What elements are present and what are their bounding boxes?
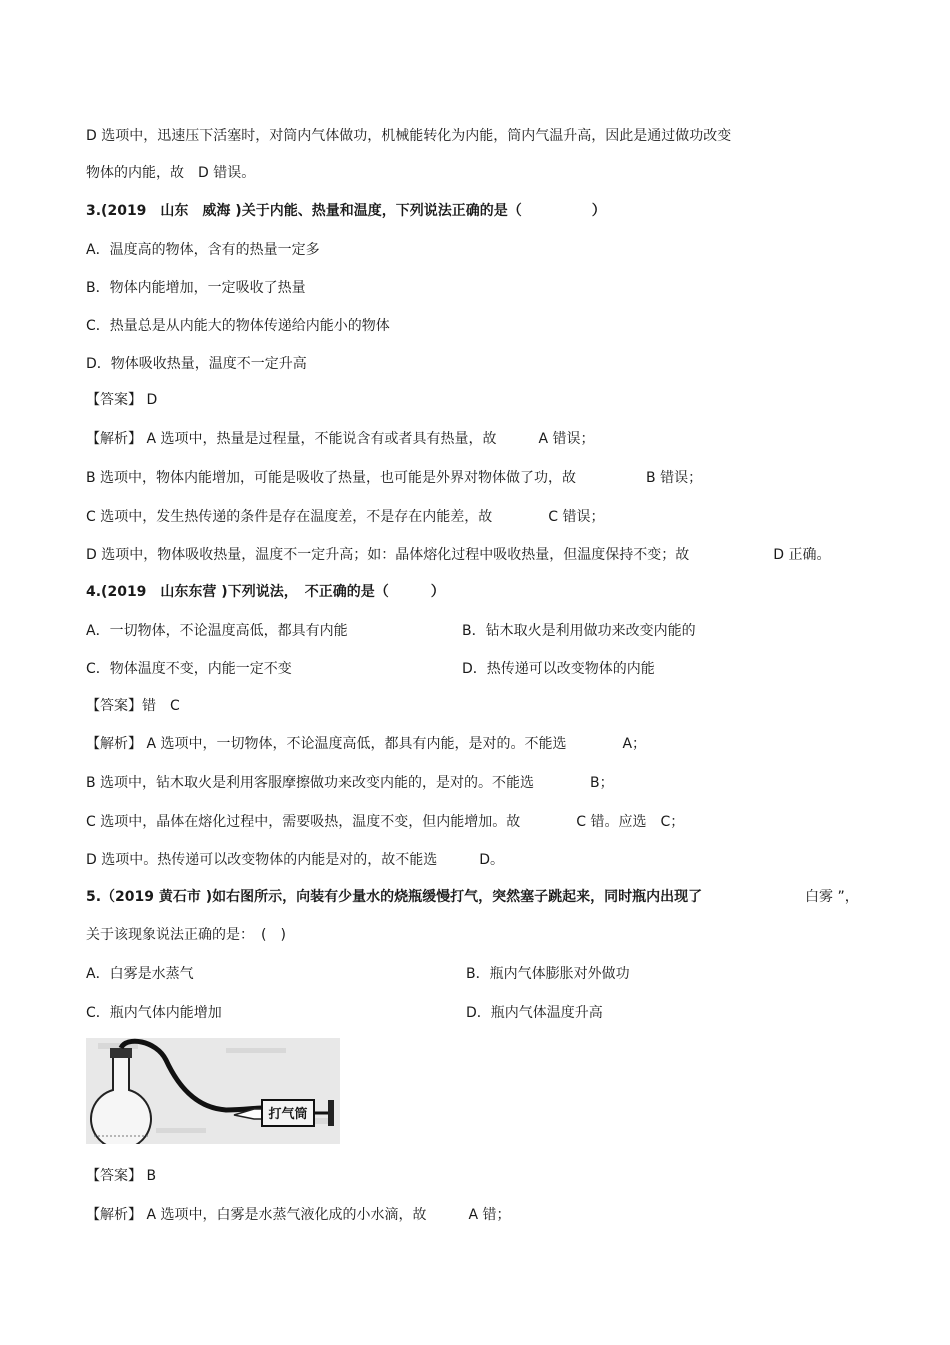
question-3-answer: 【答案】 D	[86, 392, 158, 408]
pump-label: 打气筒	[268, 1107, 308, 1122]
question-3-explanation: 【解析】 A 选项中，热量是过程量，不能说含有或者具有热量，故 A 错误；	[86, 431, 595, 447]
question-4-option-b: B．钻木取火是利用做功来改变内能的	[462, 623, 696, 639]
question-4-explanation: 【解析】 A 选项中，一切物体，不论温度高低，都具有内能，是对的。不能选 A；	[86, 736, 647, 752]
flask-stopper	[110, 1048, 132, 1058]
question-5-option-b: B．瓶内气体膨胀对外做功	[466, 966, 630, 982]
question-5-explanation: 【解析】 A 选项中，白雾是水蒸气液化成的小水滴，故 A 错；	[86, 1207, 511, 1223]
question-5-stem: 关于该现象说法正确的是： ( )	[86, 927, 286, 943]
question-3-explanation: B 选项中，物体内能增加，可能是吸收了热量，也可能是外界对物体做了功，故 B 错误；	[86, 470, 703, 486]
question-4-explanation: C 选项中，晶体在熔化过程中，需要吸热，温度不变，但内能增加。故 C 错。应选 C；	[86, 814, 685, 830]
question-4-stem: 4.(2019 山东东营 )下列说法， 不正确的是（ ）	[86, 584, 445, 600]
question-4-explanation: B 选项中，钻木取火是利用客服摩擦做功来改变内能的，是对的。不能选 B；	[86, 775, 614, 791]
question-3-option-d: D．物体吸收热量，温度不一定升高	[86, 356, 307, 372]
question-4-answer: 【答案】错 C	[86, 698, 180, 714]
question-5-stem: 5.（2019 黄石市 )如右图所示，向装有少量水的烧瓶缓慢打气，突然塞子跳起来，同时瓶内出现了	[86, 889, 703, 905]
question-3-explanation: C 选项中，发生热传递的条件是存在温度差，不是存在内能差，故 C 错误；	[86, 509, 605, 525]
question-5-option-a: A．白雾是水蒸气	[86, 966, 194, 982]
question-4-option-a: A．一切物体，不论温度高低，都具有内能	[86, 623, 348, 639]
text-line: D 选项中，迅速压下活塞时，对筒内气体做功，机械能转化为内能，筒内气温升高，因此是通过做功改变	[86, 128, 732, 144]
flask-pump-figure	[86, 1038, 340, 1144]
question-5-option-c: C．瓶内气体内能增加	[86, 1005, 222, 1021]
question-4-explanation: D 选项中。热传递可以改变物体的内能是对的，故不能选 D。	[86, 852, 505, 868]
question-5-answer: 【答案】 B	[86, 1168, 157, 1184]
question-5-stem-end: 白雾 ”，	[805, 889, 859, 905]
question-3-explanation: D 选项中，物体吸收热量，温度不一定升高；如：晶体熔化过程中吸收热量，但温度保持不变；故 D 正确。	[86, 547, 831, 563]
question-4-option-d: D．热传递可以改变物体的内能	[462, 661, 655, 677]
question-3-option-a: A．温度高的物体，含有的热量一定多	[86, 242, 320, 258]
question-5-option-d: D．瓶内气体温度升高	[466, 1005, 603, 1021]
pump-handle	[328, 1100, 334, 1126]
question-3-option-c: C．热量总是从内能大的物体传递给内能小的物体	[86, 318, 390, 334]
question-3-stem: 3.(2019 山东 威海 )关于内能、热量和温度，下列说法正确的是（ ）	[86, 203, 606, 219]
question-4-option-c: C．物体温度不变，内能一定不变	[86, 661, 292, 677]
question-3-option-b: B．物体内能增加，一定吸收了热量	[86, 280, 306, 296]
text-line: 物体的内能，故 D 错误。	[86, 165, 256, 181]
